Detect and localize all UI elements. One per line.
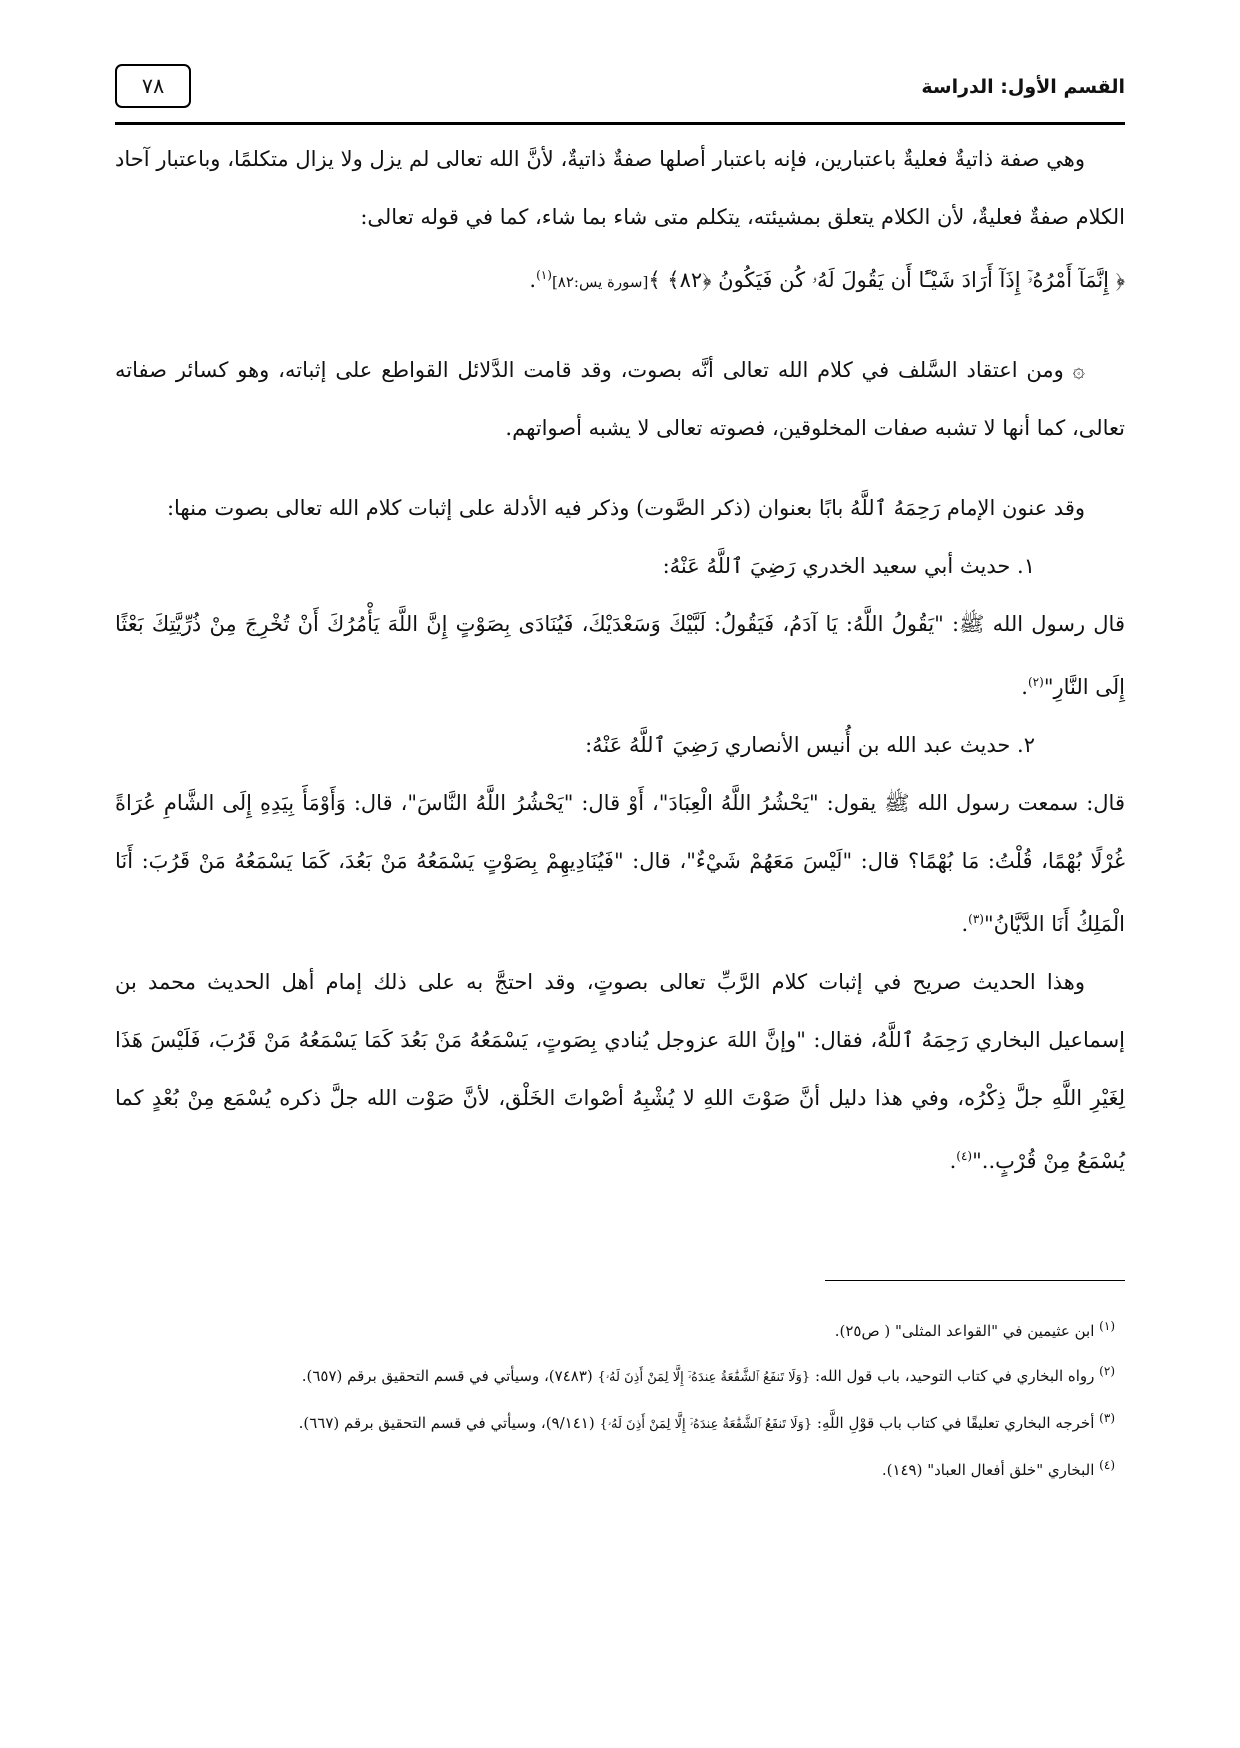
page-body xyxy=(115,130,1125,1190)
footnote-mark: (٤) xyxy=(1099,1458,1115,1472)
hadith-2-text: قال: سمعت رسول الله ﷺ يقول: "يَحْشُرُ اللَّهُ الْعِبَادَ"، أَوْ قال: "يَحْشُرُ اللَّهُ النَّاسَ"، قال: وَأَوْمَأَ بِيَدِهِ إِلَى الشَّامِ عُرَاةً غُرْلًا بُهْمًا، قُلْتُ: مَا بُهْمًا؟ قال: "لَيْسَ مَعَهُمْ شَيْءٌ"، قال: "فَيُنَادِيهِمْ بِصَوْتٍ يَسْمَعُهُ مَنْ بَعُدَ، كَمَا يَسْمَعُهُ مَنْ قَرُبَ: أَنَا الْمَلِكُ أَنَا الدَّيَّانُ"$^{(٣)}$. xyxy=(115,791,1125,936)
footnote-mark: (٣) xyxy=(1099,1411,1115,1425)
verse-citation: [سورة يس:٨٢] xyxy=(551,273,649,291)
footnote-2 xyxy=(115,1354,1125,1395)
paragraph-bukhari-argument: وهذا الحديث صريح في إثبات كلام الرَّبِّ تعالى بصوتٍ، وقد احتجَّ به على ذلك إمام أهل الحديث محمد بن إسماعيل البخاري رَحِمَهُ ٱللَّهُ، فقال: "وإنَّ اللهَ عزوجل يُنادي بِصَوتٍ، يَسْمَعُهُ مَنْ بَعُدَ كَمَا يَسْمَعُهُ مَنْ قَرُبَ، فَلَيْسَ هَذَا لِغَيْرِ اللَّهِ جلَّ ذِكْرُه، وفي هذا دليل أنَّ صَوْتَ اللهِ لا يُشْبِهُ أصْواتَ الخَلْق، لأنَّ صَوْت الله جلَّ ذكره يُسْمَع مِنْ بُعْدٍ كما يُسْمَعُ مِنْ قُرْبٍ.."$^{(٤)}$. xyxy=(115,970,1125,1173)
footnote-text: البخاري "خلق أفعال العباد" (١٤٩). xyxy=(881,1461,1095,1479)
footnote-ref-3: (٣) xyxy=(968,912,984,926)
footnote-mark: (١) xyxy=(1099,1319,1115,1333)
footnote-ref-4: (٤) xyxy=(956,1149,973,1163)
hadith-2-title: ٢. حديث عبد الله بن أُنيس الأنصاري رَضِيَ ٱللَّهُ عَنْهُ: xyxy=(585,733,1035,757)
hadith-1-text: قال رسول الله ﷺ: "يَقُولُ اللَّهُ: يَا آدَمُ، فَيَقُولُ: لَبَّيْكَ وَسَعْدَيْكَ، فَيُنَادَى بِصَوْتٍ إِنَّ اللَّهَ يَأْمُرُكَ أَنْ تُخْرِجَ مِنْ ذُرِّيَّتِكَ بَعْثًا إِلَى النَّارِ"$^{(٢)}$. xyxy=(115,612,1125,699)
hadith-text: قال: سمعت رسول الله ﷺ يقول: "يَحْشُرُ اللَّهُ الْعِبَادَ"، أَوْ قال: "يَحْشُرُ اللَّهُ النَّاسَ"، قال: وَأَوْمَأَ بِيَدِهِ إِلَى الشَّامِ عُرَاةً غُرْلًا بُهْمًا، قُلْتُ: مَا بُهْمًا؟ قال: "لَيْسَ مَعَهُمْ شَيْءٌ"، قال: "فَيُنَادِيهِمْ بِصَوْتٍ يَسْمَعُهُ مَنْ بَعُدَ، كَمَا يَسْمَعُهُ مَنْ قَرُبَ: أَنَا الْمَلِكُ أَنَا الدَّيَّانُ" xyxy=(115,791,1125,936)
page-number: ٧٨ xyxy=(115,64,191,108)
hadith-text: قال رسول الله ﷺ: "يَقُولُ اللَّهُ: يَا آدَمُ، فَيَقُولُ: لَبَّيْكَ وَسَعْدَيْكَ، فَيُنَادَى بِصَوْتٍ إِنَّ اللَّهَ يَأْمُرُكَ أَنْ تُخْرِجَ مِنْ ذُرِّيَّتِكَ بَعْثًا إِلَى النَّارِ" xyxy=(115,612,1125,699)
footnote-verse: {وَلَا تَنفَعُ ٱلشَّفَٰعَةُ عِندَهُۥٓ إِلَّا لِمَنْ أَذِنَ لَهُۥ} xyxy=(599,1417,813,1432)
paragraph-text: وهذا الحديث صريح في إثبات كلام الرَّبِّ تعالى بصوتٍ، وقد احتجَّ به على ذلك إمام أهل الحديث محمد بن إسماعيل البخاري رَحِمَهُ ٱللَّهُ، فقال: "وإنَّ اللهَ عزوجل يُنادي بِصَوتٍ، يَسْمَعُهُ مَنْ بَعُدَ كَمَا يَسْمَعُهُ مَنْ قَرُبَ، فَلَيْسَ هَذَا لِغَيْرِ اللَّهِ جلَّ ذِكْرُه، وفي هذا دليل أنَّ صَوْتَ اللهِ لا يُشْبِهُ أصْواتَ الخَلْق، لأنَّ صَوْت الله جلَّ ذكره يُسْمَع مِنْ بُعْدٍ كما يُسْمَعُ مِنْ قُرْبٍ.." xyxy=(115,970,1125,1173)
footnote-3 xyxy=(115,1401,1125,1442)
hadith-1-title: ١. حديث أبي سعيد الخدري رَضِيَ ٱللَّهُ عَنْهُ: xyxy=(662,554,1035,578)
footnote-text: ابن عثيمين في "القواعد المثلى" ( ص٢٥). xyxy=(834,1322,1095,1340)
footnote-text: (٩/١٤١)، وسيأتي في قسم التحقيق برقم (٦٦٧). xyxy=(298,1414,595,1432)
paragraph-chapter-intro xyxy=(115,479,1125,537)
footnote-text: رواه البخاري في كتاب التوحيد، باب قول الله: xyxy=(814,1367,1095,1385)
quran-verse-line: ﴿ إِنَّمَآ أَمْرُهُۥٓ إِذَآ أَرَادَ شَيْـًٔا أَن يَقُولَ لَهُۥ كُن فَيَكُونُ ﴿٨٢﴾ ﴾[سورة يس:٨٢]$^{(١)}$. xyxy=(529,268,1125,292)
footnote-ref-1: (١) xyxy=(536,268,552,282)
paragraph-text: وهي صفة ذاتيةٌ فعليةٌ باعتبارين، فإنه باعتبار أصلها صفةٌ ذاتيةٌ، لأنَّ الله تعالى لم يزل ولا يزال متكلمًا، وباعتبار آحاد الكلام صفةٌ فعليةٌ، لأن الكلام يتعلق بمشيئته، يتكلم متى شاء بما شاء، كما في قوله تعالى: xyxy=(115,147,1125,229)
paragraph-salaf-belief xyxy=(115,341,1125,457)
footnote-divider xyxy=(825,1280,1125,1281)
footnote-1 xyxy=(115,1309,1125,1348)
footnote-4 xyxy=(115,1448,1125,1487)
footnotes-section xyxy=(115,1280,1125,1493)
paragraph-attribute-types xyxy=(115,130,1125,246)
footnote-text: أخرجه البخاري تعليقًا في كتاب باب قوْلِ اللَّهِ: xyxy=(816,1414,1095,1432)
section-title: القسم الأول: الدراسة xyxy=(921,76,1125,98)
footnote-mark: (٢) xyxy=(1099,1364,1115,1378)
footnote-text: (٧٤٨٣)، وسيأتي في قسم التحقيق برقم (٦٥٧). xyxy=(301,1367,593,1385)
footnote-verse: {وَلَا تَنفَعُ ٱلشَّفَٰعَةُ عِندَهُۥٓ إِلَّا لِمَنْ أَذِنَ لَهُۥ} xyxy=(597,1370,811,1385)
paragraph-text: ۞ ومن اعتقاد السَّلف في كلام الله تعالى أنَّه بصوت، وقد قامت الدَّلائل القواطع على إثباته، وهو كسائر صفاته تعالى، كما أنها لا تشبه صفات المخلوقين، فصوته تعالى لا يشبه أصواتهم. xyxy=(115,358,1125,440)
page-header xyxy=(115,62,1125,125)
paragraph-text: وقد عنون الإمام رَحِمَهُ ٱللَّهُ بابًا بعنوان (ذكر الصَّوت) وذكر فيه الأدلة على إثبات كلام الله تعالى بصوت منها: xyxy=(166,496,1085,520)
footnote-ref-2: (٢) xyxy=(1027,675,1044,689)
quran-verse: ﴿ إِنَّمَآ أَمْرُهُۥٓ إِذَآ أَرَادَ شَيْـًٔا أَن يَقُولَ لَهُۥ كُن فَيَكُونُ ﴿٨٢﴾ ﴾ xyxy=(648,268,1125,292)
